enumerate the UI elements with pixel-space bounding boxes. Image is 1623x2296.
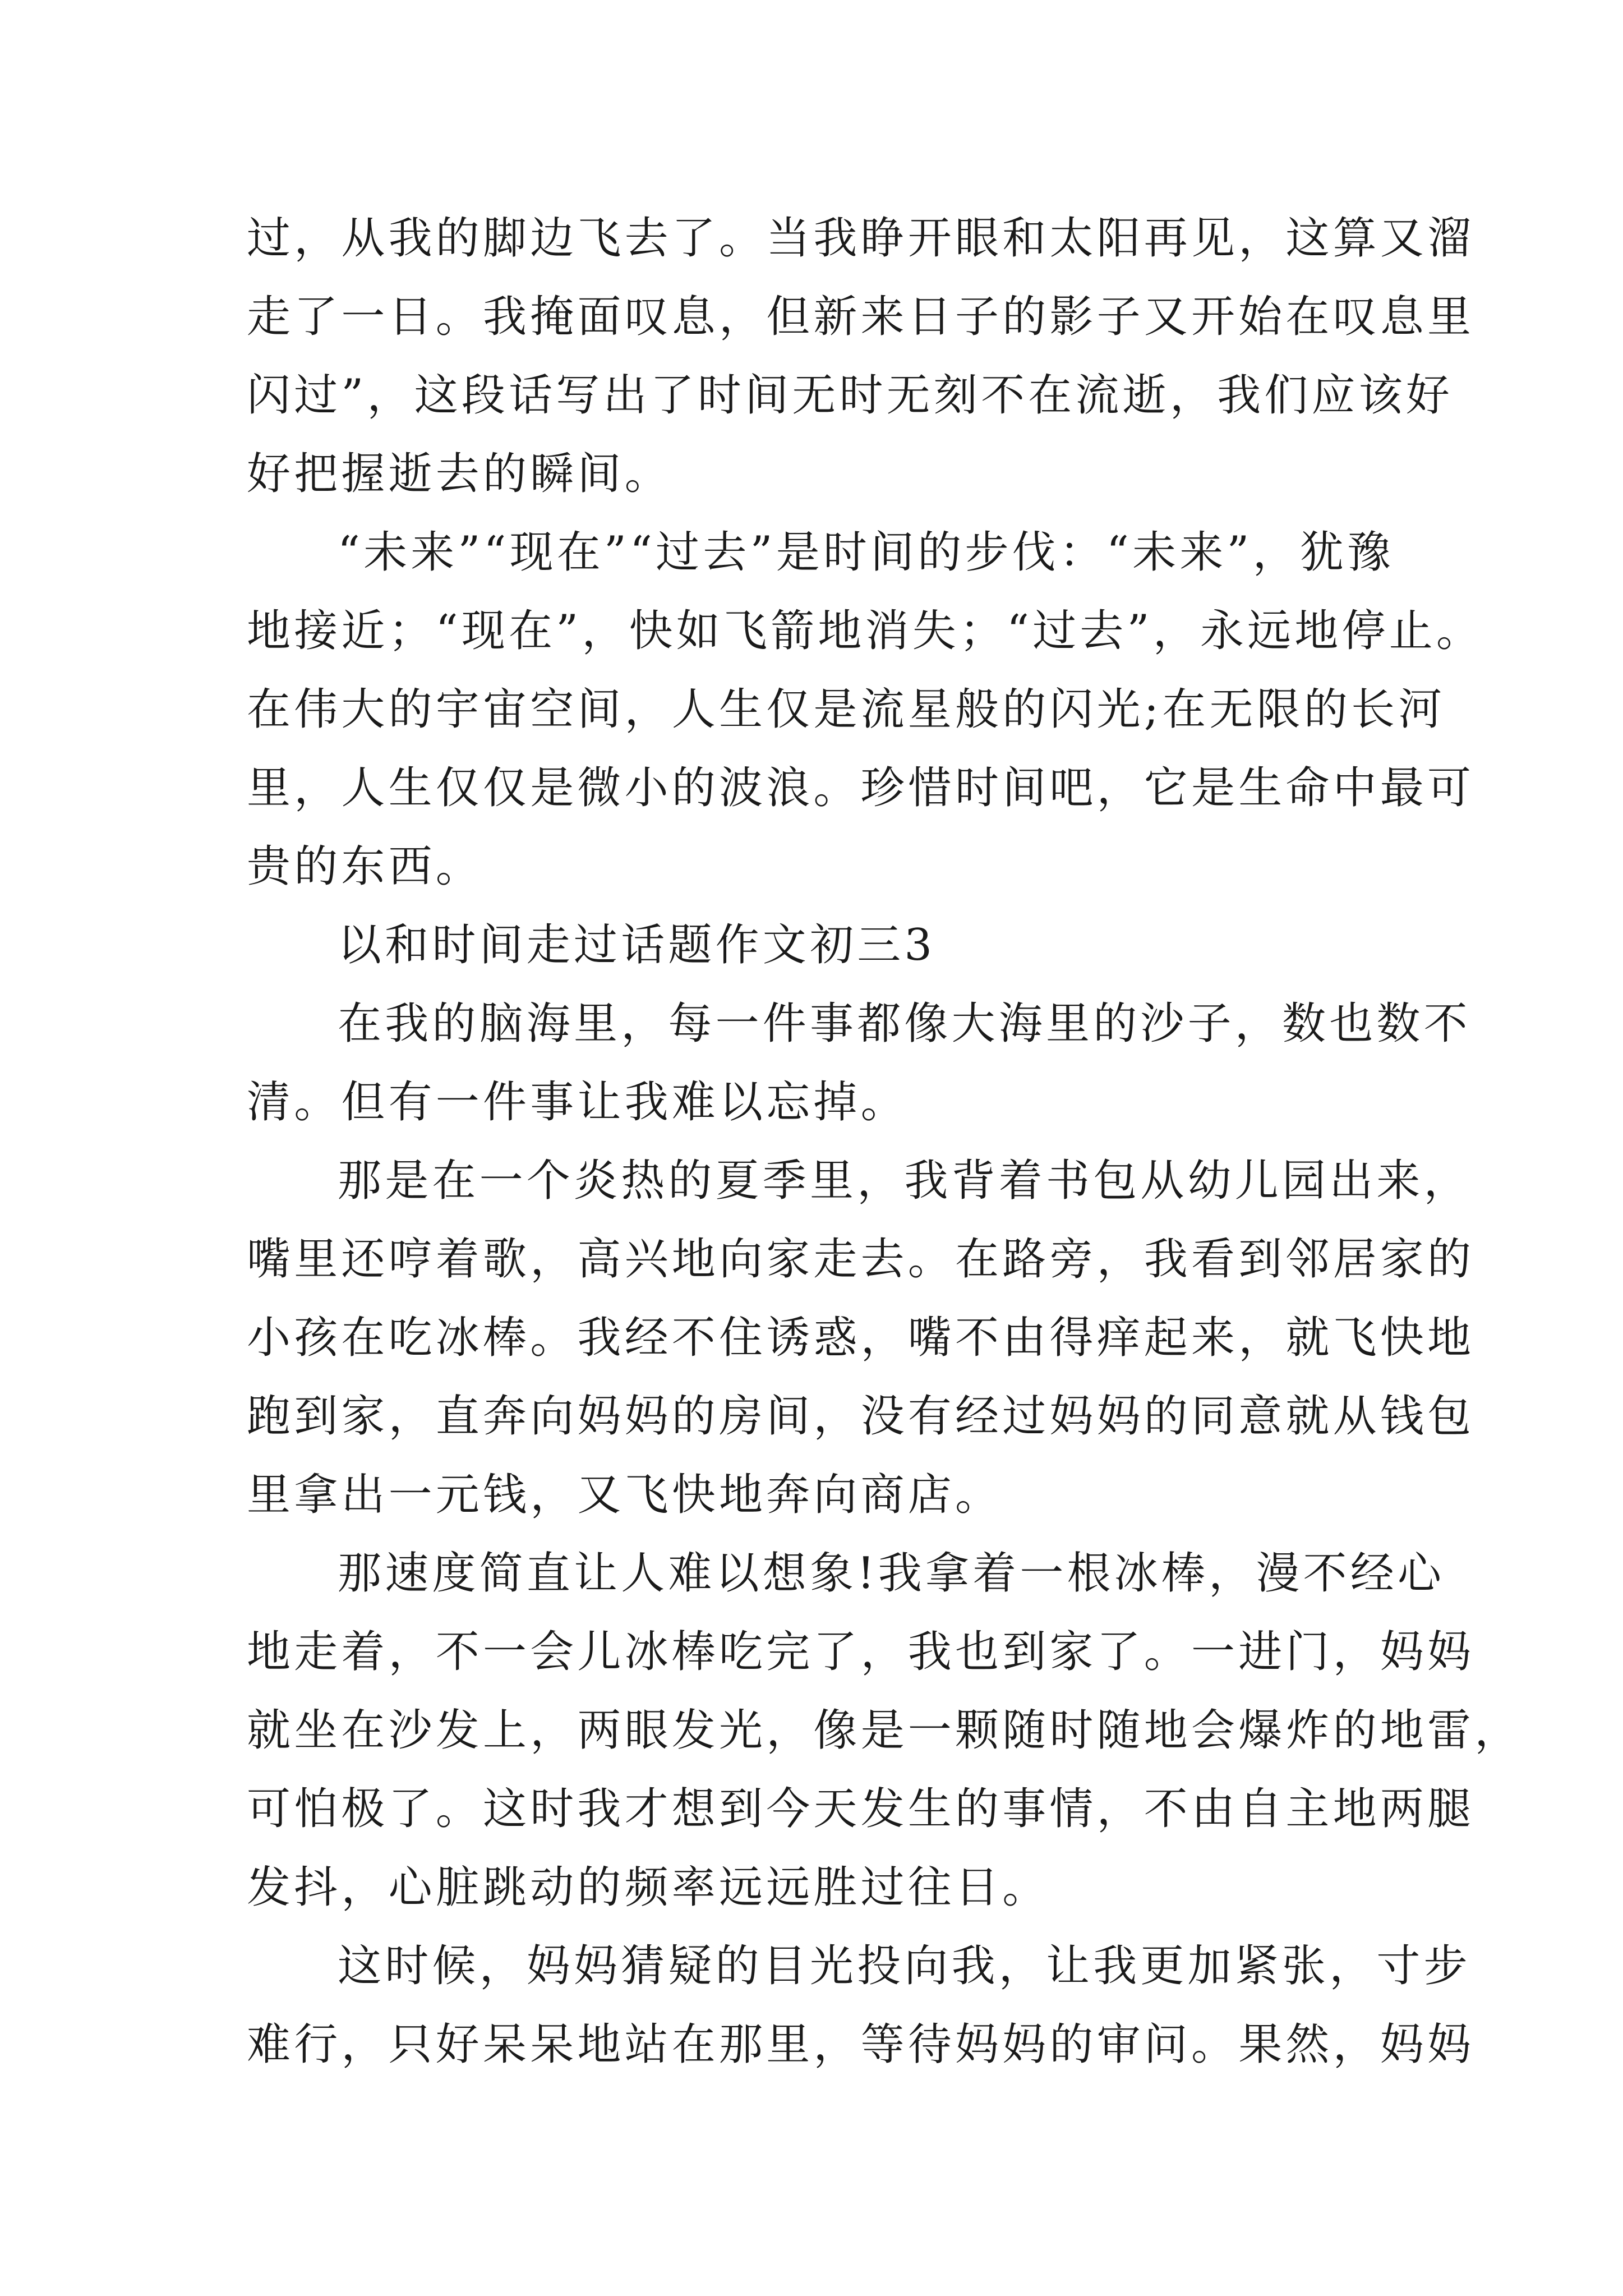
text-line: 里拿出一元钱，又飞快地奔向商店。 [247, 1470, 1003, 1520]
text-line: 那速度简直让人难以想象!我拿着一根冰棒，漫不经心 [338, 1548, 1445, 1599]
section-heading: 以和时间走过话题作文初三3 [338, 920, 936, 970]
text-line: “未来”“现在”“过去”是时间的步伐：“未来”，犹豫 [338, 527, 1395, 578]
text-line: 地走着，不一会儿冰棒吃完了，我也到家了。一进门，妈妈 [247, 1627, 1475, 1677]
text-line: 小孩在吃冰棒。我经不住诱惑，嘴不由得痒起来，就飞快地 [247, 1313, 1475, 1363]
text-line: 里，人生仅仅是微小的波浪。珍惜时间吧，它是生命中最可 [247, 763, 1475, 813]
text-line: 难行，只好呆呆地站在那里，等待妈妈的审问。果然，妈妈 [247, 2019, 1475, 2070]
text-line: 清。但有一件事让我难以忘掉。 [247, 1077, 908, 1128]
text-line: 闪过”，这段话写出了时间无时无刻不在流逝，我们应该好 [247, 370, 1454, 421]
text-line: 走了一日。我掩面叹息，但新来日子的影子又开始在叹息里 [247, 292, 1475, 342]
text-line: 发抖，心脏跳动的频率远远胜过往日。 [247, 1862, 1050, 1913]
text-line: 就坐在沙发上，两眼发光，像是一颗随时随地会爆炸的地雷， [247, 1705, 1522, 1756]
text-line: 过，从我的脚边飞去了。当我睁开眼和太阳再见，这算又溜 [247, 213, 1475, 264]
text-line: 地接近；“现在”，快如飞箭地消失；“过去”，永远地停止。 [247, 606, 1484, 656]
text-line: 跑到家，直奔向妈妈的房间，没有经过妈妈的同意就从钱包 [247, 1391, 1475, 1442]
text-line: 在伟大的宇宙空间，人生仅是流星般的闪光;在无限的长河 [247, 684, 1446, 735]
text-line: 好把握逝去的瞬间。 [247, 449, 672, 499]
text-line: 嘴里还哼着歌，高兴地向家走去。在路旁，我看到邻居家的 [247, 1234, 1475, 1285]
text-line: 贵的东西。 [247, 841, 483, 892]
text-line: 在我的脑海里，每一件事都像大海里的沙子，数也数不 [338, 999, 1471, 1049]
text-line: 可怕极了。这时我才想到今天发生的事情，不由自主地两腿 [247, 1784, 1475, 1834]
text-line: 这时候，妈妈猜疑的目光投向我，让我更加紧张，寸步 [338, 1941, 1471, 1991]
text-line: 那是在一个炎热的夏季里，我背着书包从幼儿园出来， [338, 1156, 1471, 1206]
